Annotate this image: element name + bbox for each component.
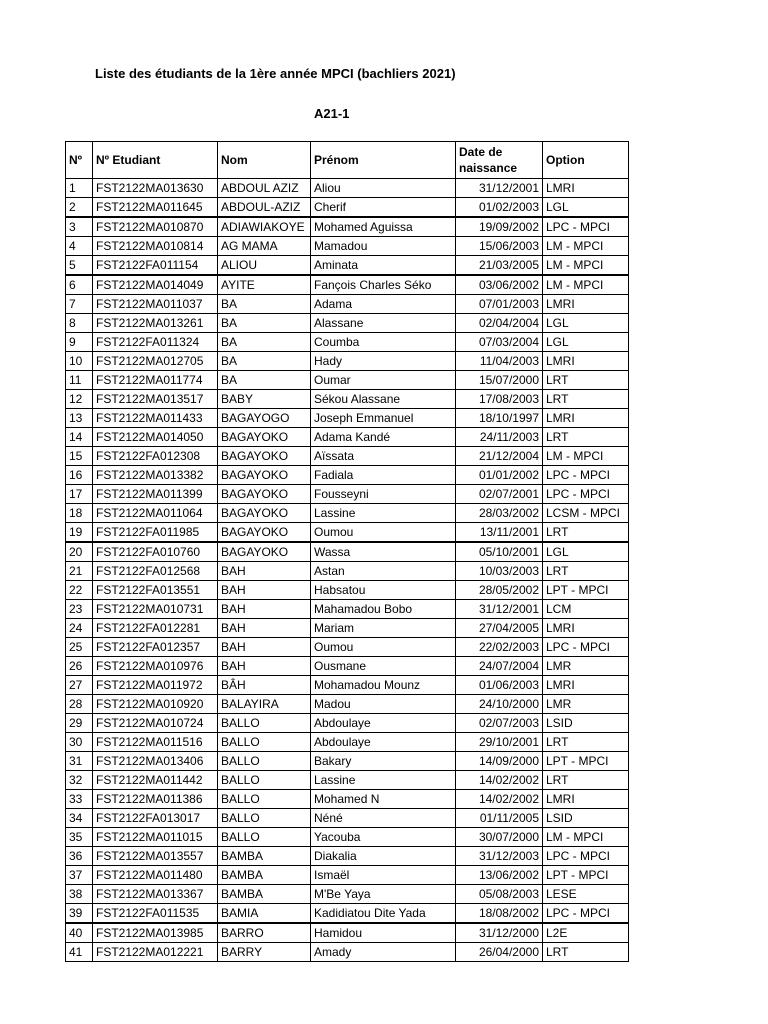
student-id: FST2122MA011386 — [93, 790, 218, 809]
student-id: FST2122MA014049 — [93, 275, 218, 295]
first-name: Aminata — [311, 256, 456, 276]
last-name: BALLO — [218, 809, 311, 828]
row-number: 20 — [66, 542, 93, 562]
row-number: 11 — [66, 371, 93, 390]
option: L2E — [543, 923, 629, 943]
table-row — [66, 447, 629, 466]
student-id: FST2122MA011037 — [93, 295, 218, 314]
table-body — [66, 179, 629, 962]
option: LGL — [543, 314, 629, 333]
header-student-id: Nº Etudiant — [93, 142, 218, 179]
header-option: Option — [543, 142, 629, 179]
table-row — [66, 466, 629, 485]
first-name: Oumou — [311, 523, 456, 543]
table-row — [66, 771, 629, 790]
student-id: FST2122FA013551 — [93, 581, 218, 600]
row-number: 23 — [66, 600, 93, 619]
option: LPC - MPCI — [543, 638, 629, 657]
last-name: ABDOUL AZIZ — [218, 179, 311, 198]
student-id: FST2122FA011985 — [93, 523, 218, 543]
first-name: Joseph Emmanuel — [311, 409, 456, 428]
option: LPT - MPCI — [543, 866, 629, 885]
student-id: FST2122MA011516 — [93, 733, 218, 752]
row-number: 17 — [66, 485, 93, 504]
first-name: Adama — [311, 295, 456, 314]
birth-date: 24/07/2004 — [456, 657, 543, 676]
birth-date: 15/07/2000 — [456, 371, 543, 390]
student-id: FST2122MA010920 — [93, 695, 218, 714]
first-name: Adama Kandé — [311, 428, 456, 447]
row-number: 31 — [66, 752, 93, 771]
birth-date: 31/12/2000 — [456, 923, 543, 943]
last-name: BAGAYOGO — [218, 409, 311, 428]
first-name: Lassine — [311, 504, 456, 523]
table-row — [66, 828, 629, 847]
birth-date: 05/10/2001 — [456, 542, 543, 562]
table-row — [66, 390, 629, 409]
student-id: FST2122MA013630 — [93, 179, 218, 198]
birth-date: 02/04/2004 — [456, 314, 543, 333]
first-name: Astan — [311, 562, 456, 581]
last-name: BAH — [218, 600, 311, 619]
birth-date: 01/11/2005 — [456, 809, 543, 828]
table-row — [66, 657, 629, 676]
birth-date: 14/02/2002 — [456, 790, 543, 809]
student-id: FST2122MA011399 — [93, 485, 218, 504]
row-number: 22 — [66, 581, 93, 600]
first-name: Wassa — [311, 542, 456, 562]
table-row — [66, 352, 629, 371]
table-row — [66, 847, 629, 866]
student-id: FST2122MA014050 — [93, 428, 218, 447]
document-title: Liste des étudiants de la 1ère année MPCI (bachliers 2021) — [95, 66, 456, 81]
row-number: 24 — [66, 619, 93, 638]
student-id: FST2122MA012221 — [93, 943, 218, 962]
last-name: BAGAYOKO — [218, 485, 311, 504]
birth-date: 31/12/2003 — [456, 847, 543, 866]
option: LMRI — [543, 676, 629, 695]
first-name: Mamadou — [311, 237, 456, 256]
birth-date: 14/02/2002 — [456, 771, 543, 790]
last-name: BAGAYOKO — [218, 504, 311, 523]
row-number: 10 — [66, 352, 93, 371]
student-id: FST2122FA010760 — [93, 542, 218, 562]
first-name: Abdoulaye — [311, 714, 456, 733]
first-name: Coumba — [311, 333, 456, 352]
last-name: BAGAYOKO — [218, 523, 311, 543]
birth-date: 21/12/2004 — [456, 447, 543, 466]
student-id: FST2122MA013382 — [93, 466, 218, 485]
birth-date: 24/10/2000 — [456, 695, 543, 714]
option: LM - MPCI — [543, 256, 629, 276]
table-row — [66, 428, 629, 447]
first-name: Mahamadou Bobo — [311, 600, 456, 619]
birth-date: 14/09/2000 — [456, 752, 543, 771]
first-name: Ousmane — [311, 657, 456, 676]
table-row — [66, 619, 629, 638]
option: LMRI — [543, 179, 629, 198]
table-row — [66, 790, 629, 809]
birth-date: 07/01/2003 — [456, 295, 543, 314]
student-id: FST2122MA013261 — [93, 314, 218, 333]
option: LRT — [543, 562, 629, 581]
last-name: BALLO — [218, 790, 311, 809]
option: LGL — [543, 333, 629, 352]
table-row — [66, 504, 629, 523]
row-number: 33 — [66, 790, 93, 809]
first-name: Oumar — [311, 371, 456, 390]
birth-date: 29/10/2001 — [456, 733, 543, 752]
birth-date: 01/02/2003 — [456, 198, 543, 218]
last-name: BABY — [218, 390, 311, 409]
header-first-name: Prénom — [311, 142, 456, 179]
row-number: 41 — [66, 943, 93, 962]
student-id: FST2122FA011535 — [93, 904, 218, 924]
row-number: 38 — [66, 885, 93, 904]
table-header-row — [66, 142, 629, 179]
header-number: Nº — [66, 142, 93, 179]
row-number: 7 — [66, 295, 93, 314]
birth-date: 30/07/2000 — [456, 828, 543, 847]
last-name: BARRY — [218, 943, 311, 962]
option: LRT — [543, 733, 629, 752]
student-id: FST2122MA012705 — [93, 352, 218, 371]
last-name: BAGAYOKO — [218, 542, 311, 562]
table-row — [66, 904, 629, 924]
first-name: Bakary — [311, 752, 456, 771]
last-name: BAH — [218, 619, 311, 638]
student-id: FST2122MA013367 — [93, 885, 218, 904]
last-name: ABDOUL-AZIZ — [218, 198, 311, 218]
table-row — [66, 562, 629, 581]
row-number: 36 — [66, 847, 93, 866]
row-number: 28 — [66, 695, 93, 714]
row-number: 1 — [66, 179, 93, 198]
last-name: BALLO — [218, 752, 311, 771]
first-name: Hamidou — [311, 923, 456, 943]
last-name: ALIOU — [218, 256, 311, 276]
row-number: 39 — [66, 904, 93, 924]
last-name: BALLO — [218, 771, 311, 790]
student-id: FST2122MA010814 — [93, 237, 218, 256]
student-id: FST2122MA011480 — [93, 866, 218, 885]
student-id: FST2122FA011154 — [93, 256, 218, 276]
option: LPC - MPCI — [543, 485, 629, 504]
student-id: FST2122MA011774 — [93, 371, 218, 390]
last-name: BAH — [218, 562, 311, 581]
table-row — [66, 333, 629, 352]
first-name: Fadiala — [311, 466, 456, 485]
student-id: FST2122MA011015 — [93, 828, 218, 847]
row-number: 32 — [66, 771, 93, 790]
option: LRT — [543, 390, 629, 409]
last-name: BÂH — [218, 676, 311, 695]
option: LRT — [543, 943, 629, 962]
option: LMR — [543, 695, 629, 714]
birth-date: 31/12/2001 — [456, 179, 543, 198]
birth-date: 02/07/2003 — [456, 714, 543, 733]
option: LM - MPCI — [543, 275, 629, 295]
first-name: Aïssata — [311, 447, 456, 466]
last-name: BAMBA — [218, 885, 311, 904]
table-row — [66, 198, 629, 218]
last-name: BAGAYOKO — [218, 447, 311, 466]
student-id: FST2122MA010731 — [93, 600, 218, 619]
option: LPC - MPCI — [543, 847, 629, 866]
option: LRT — [543, 523, 629, 543]
table-row — [66, 295, 629, 314]
last-name: BAMIA — [218, 904, 311, 924]
student-id: FST2122FA012308 — [93, 447, 218, 466]
last-name: BALLO — [218, 714, 311, 733]
student-id: FST2122MA013557 — [93, 847, 218, 866]
option: LPC - MPCI — [543, 466, 629, 485]
first-name: Yacouba — [311, 828, 456, 847]
birth-date: 13/06/2002 — [456, 866, 543, 885]
table-row — [66, 275, 629, 295]
last-name: BAGAYOKO — [218, 428, 311, 447]
row-number: 13 — [66, 409, 93, 428]
row-number: 3 — [66, 217, 93, 237]
table-row — [66, 695, 629, 714]
birth-date: 22/02/2003 — [456, 638, 543, 657]
birth-date: 05/08/2003 — [456, 885, 543, 904]
row-number: 21 — [66, 562, 93, 581]
option: LRT — [543, 428, 629, 447]
first-name: Mohamed N — [311, 790, 456, 809]
student-id: FST2122MA013406 — [93, 752, 218, 771]
table-row — [66, 581, 629, 600]
option: LPT - MPCI — [543, 752, 629, 771]
last-name: ADIAWIAKOYE — [218, 217, 311, 237]
birth-date: 28/05/2002 — [456, 581, 543, 600]
option: LSID — [543, 809, 629, 828]
first-name: Cherif — [311, 198, 456, 218]
option: LMRI — [543, 409, 629, 428]
option: LMRI — [543, 619, 629, 638]
option: LMRI — [543, 295, 629, 314]
birth-date: 11/04/2003 — [456, 352, 543, 371]
last-name: BALLO — [218, 828, 311, 847]
birth-date: 17/08/2003 — [456, 390, 543, 409]
row-number: 34 — [66, 809, 93, 828]
birth-date: 18/08/2002 — [456, 904, 543, 924]
row-number: 26 — [66, 657, 93, 676]
last-name: BALAYIRA — [218, 695, 311, 714]
row-number: 30 — [66, 733, 93, 752]
table-row — [66, 733, 629, 752]
first-name: Hady — [311, 352, 456, 371]
row-number: 9 — [66, 333, 93, 352]
table-row — [66, 809, 629, 828]
last-name: BAMBA — [218, 847, 311, 866]
students-table — [65, 141, 629, 962]
table-row — [66, 179, 629, 198]
first-name: Habsatou — [311, 581, 456, 600]
birth-date: 13/11/2001 — [456, 523, 543, 543]
row-number: 16 — [66, 466, 93, 485]
table-row — [66, 314, 629, 333]
last-name: BA — [218, 314, 311, 333]
birth-date: 07/03/2004 — [456, 333, 543, 352]
table-row — [66, 371, 629, 390]
row-number: 35 — [66, 828, 93, 847]
option: LMRI — [543, 790, 629, 809]
option: LCSM - MPCI — [543, 504, 629, 523]
student-id: FST2122FA012568 — [93, 562, 218, 581]
row-number: 15 — [66, 447, 93, 466]
row-number: 2 — [66, 198, 93, 218]
last-name: BAGAYOKO — [218, 466, 311, 485]
student-id: FST2122MA010870 — [93, 217, 218, 237]
last-name: BA — [218, 371, 311, 390]
last-name: BAH — [218, 581, 311, 600]
first-name: Diakalia — [311, 847, 456, 866]
table-row — [66, 217, 629, 237]
table-row — [66, 485, 629, 504]
last-name: BAMBA — [218, 866, 311, 885]
table-row — [66, 866, 629, 885]
table-row — [66, 885, 629, 904]
birth-date: 24/11/2003 — [456, 428, 543, 447]
option: LPT - MPCI — [543, 581, 629, 600]
option: LMRI — [543, 352, 629, 371]
option: LGL — [543, 542, 629, 562]
last-name: AG MAMA — [218, 237, 311, 256]
last-name: BA — [218, 295, 311, 314]
option: LMR — [543, 657, 629, 676]
row-number: 12 — [66, 390, 93, 409]
option: LESE — [543, 885, 629, 904]
table-row — [66, 237, 629, 256]
option: LGL — [543, 198, 629, 218]
birth-date: 18/10/1997 — [456, 409, 543, 428]
student-id: FST2122MA010976 — [93, 657, 218, 676]
table-row — [66, 600, 629, 619]
row-number: 29 — [66, 714, 93, 733]
student-id: FST2122FA011324 — [93, 333, 218, 352]
header-birth-date: Date de naissance — [456, 142, 543, 179]
birth-date: 02/07/2001 — [456, 485, 543, 504]
first-name: Mohamadou Mounz — [311, 676, 456, 695]
last-name: BALLO — [218, 733, 311, 752]
option: LM - MPCI — [543, 828, 629, 847]
table-row — [66, 638, 629, 657]
student-id: FST2122MA013985 — [93, 923, 218, 943]
first-name: Mariam — [311, 619, 456, 638]
header-last-name: Nom — [218, 142, 311, 179]
birth-date: 01/06/2003 — [456, 676, 543, 695]
student-id: FST2122MA010724 — [93, 714, 218, 733]
last-name: BAH — [218, 657, 311, 676]
option: LM - MPCI — [543, 447, 629, 466]
first-name: Ismaël — [311, 866, 456, 885]
row-number: 4 — [66, 237, 93, 256]
birth-date: 03/06/2002 — [456, 275, 543, 295]
option: LCM — [543, 600, 629, 619]
table-row — [66, 256, 629, 276]
option: LSID — [543, 714, 629, 733]
student-id: FST2122MA011433 — [93, 409, 218, 428]
row-number: 27 — [66, 676, 93, 695]
row-number: 8 — [66, 314, 93, 333]
option: LPC - MPCI — [543, 904, 629, 924]
student-id: FST2122FA012281 — [93, 619, 218, 638]
table-row — [66, 923, 629, 943]
row-number: 40 — [66, 923, 93, 943]
student-id: FST2122FA012357 — [93, 638, 218, 657]
table-row — [66, 752, 629, 771]
birth-date: 31/12/2001 — [456, 600, 543, 619]
first-name: Amady — [311, 943, 456, 962]
last-name: BA — [218, 333, 311, 352]
table-row — [66, 943, 629, 962]
birth-date: 21/03/2005 — [456, 256, 543, 276]
last-name: AYITE — [218, 275, 311, 295]
student-id: FST2122MA011972 — [93, 676, 218, 695]
birth-date: 28/03/2002 — [456, 504, 543, 523]
table-row — [66, 714, 629, 733]
first-name: Abdoulaye — [311, 733, 456, 752]
first-name: Kadidiatou Dite Yada — [311, 904, 456, 924]
last-name: BA — [218, 352, 311, 371]
first-name: Mohamed Aguissa — [311, 217, 456, 237]
birth-date: 10/03/2003 — [456, 562, 543, 581]
first-name: Madou — [311, 695, 456, 714]
first-name: Fançois Charles Séko — [311, 275, 456, 295]
first-name: Néné — [311, 809, 456, 828]
first-name: Alassane — [311, 314, 456, 333]
row-number: 25 — [66, 638, 93, 657]
option: LRT — [543, 371, 629, 390]
row-number: 18 — [66, 504, 93, 523]
student-id: FST2122MA011645 — [93, 198, 218, 218]
first-name: M'Be Yaya — [311, 885, 456, 904]
row-number: 5 — [66, 256, 93, 276]
birth-date: 01/01/2002 — [456, 466, 543, 485]
row-number: 19 — [66, 523, 93, 543]
first-name: Oumou — [311, 638, 456, 657]
last-name: BAH — [218, 638, 311, 657]
first-name: Fousseyni — [311, 485, 456, 504]
table-row — [66, 542, 629, 562]
first-name: Sékou Alassane — [311, 390, 456, 409]
option: LRT — [543, 771, 629, 790]
row-number: 37 — [66, 866, 93, 885]
first-name: Aliou — [311, 179, 456, 198]
student-id: FST2122MA013517 — [93, 390, 218, 409]
student-id: FST2122FA013017 — [93, 809, 218, 828]
table-row — [66, 523, 629, 543]
group-label: A21-1 — [314, 106, 350, 121]
row-number: 6 — [66, 275, 93, 295]
table-row — [66, 676, 629, 695]
birth-date: 19/09/2002 — [456, 217, 543, 237]
option: LPC - MPCI — [543, 217, 629, 237]
birth-date: 26/04/2000 — [456, 943, 543, 962]
table-row — [66, 409, 629, 428]
first-name: Lassine — [311, 771, 456, 790]
birth-date: 27/04/2005 — [456, 619, 543, 638]
option: LM - MPCI — [543, 237, 629, 256]
last-name: BARRO — [218, 923, 311, 943]
student-id: FST2122MA011064 — [93, 504, 218, 523]
birth-date: 15/06/2003 — [456, 237, 543, 256]
row-number: 14 — [66, 428, 93, 447]
student-id: FST2122MA011442 — [93, 771, 218, 790]
